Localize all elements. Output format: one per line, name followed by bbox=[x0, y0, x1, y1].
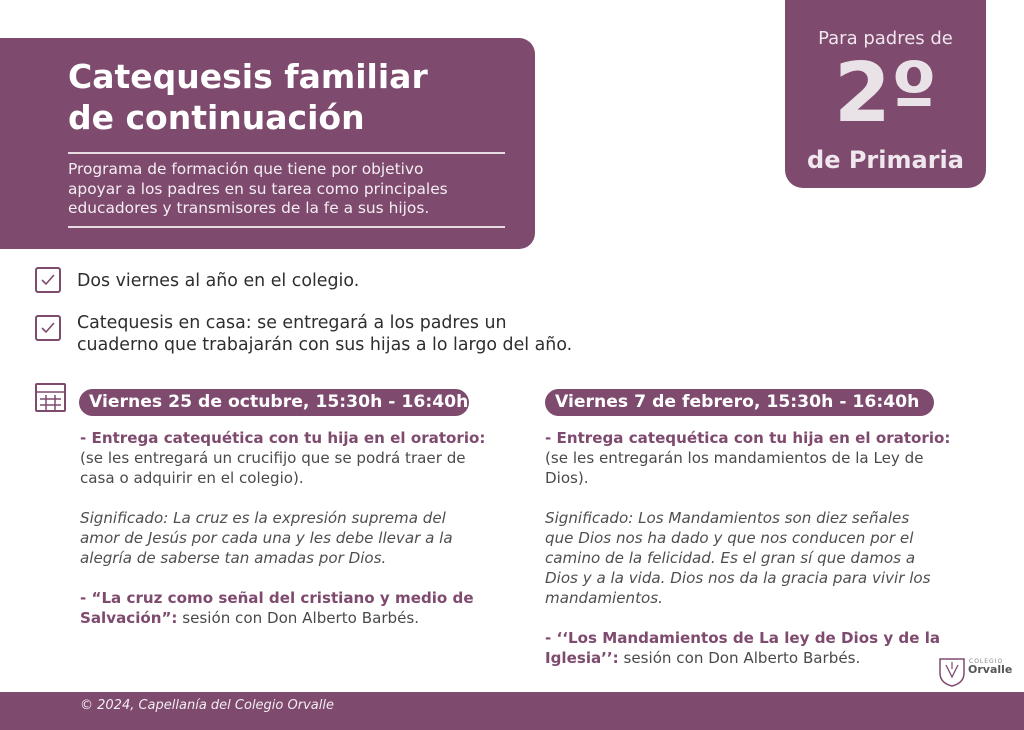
left-column bbox=[80, 428, 500, 628]
subtitle-line: educadores y transmisores de la fe a sus hijos. bbox=[68, 199, 430, 217]
bullet-line: Catequesis en casa: se entregará a los padres un bbox=[77, 313, 507, 333]
sesion-title-end: Salvación”: bbox=[80, 609, 178, 627]
sesion-title: - ‘‘Los Mandamientos de La ley de Dios y de la bbox=[545, 629, 941, 647]
subtitle bbox=[68, 160, 508, 219]
sesion-speaker: sesión con Don Alberto Barbés. bbox=[177, 609, 420, 627]
sesion-speaker: sesión con Don Alberto Barbés. bbox=[618, 649, 861, 667]
divider bbox=[68, 226, 505, 228]
right-column bbox=[545, 428, 965, 668]
grade-label: Para padres de bbox=[818, 28, 953, 49]
entrega-line: (se les entregará un crucifijo que se podrá traer de bbox=[80, 449, 466, 467]
sesion-line bbox=[80, 608, 500, 628]
significado-line: camino de la felicidad. Es el gran sí que damos a bbox=[545, 549, 916, 567]
entrega-line: casa o adquirir en el colegio). bbox=[80, 469, 304, 487]
grade-level: de Primaria bbox=[807, 146, 964, 174]
calendar-icon bbox=[35, 383, 66, 412]
checkbox-icon bbox=[35, 267, 61, 293]
page-title bbox=[68, 56, 428, 138]
checkbox-icon bbox=[35, 315, 61, 341]
sesion-title-end: Iglesia’’: bbox=[545, 649, 619, 667]
significado-line: Dios y a la vida. Dios nos da la gracia para vivir los bbox=[545, 569, 931, 587]
title-line-2: de continuación bbox=[68, 98, 365, 137]
footer-copyright: © 2024, Capellanía del Colegio Orvalle bbox=[80, 698, 334, 713]
logo-name: Orvalle bbox=[968, 663, 1013, 676]
significado-line: Significado: Los Mandamientos son diez señales bbox=[545, 509, 910, 527]
entrega-title: - Entrega catequética con tu hija en el oratorio: bbox=[545, 429, 951, 447]
grade-badge bbox=[785, 0, 986, 188]
entrega-line: (se les entregarán los mandamientos de la Ley de bbox=[545, 449, 924, 467]
sesion-title: - “La cruz como señal del cristiano y medio de bbox=[80, 589, 474, 607]
date-pill-right: Viernes 7 de febrero, 15:30h - 16:40h bbox=[545, 389, 934, 416]
significado-line: alegría de saberse tan amadas por Dios. bbox=[80, 549, 387, 567]
entrega-line: Dios). bbox=[545, 469, 589, 487]
grade-number: 2º bbox=[833, 46, 938, 141]
significado-line: mandamientos. bbox=[545, 589, 663, 607]
subtitle-line: apoyar a los padres en su tarea como principales bbox=[68, 179, 448, 198]
bullet-line: cuaderno que trabajarán con sus hijas a lo largo del año. bbox=[77, 335, 573, 355]
date-pill-left: Viernes 25 de octubre, 15:30h - 16:40h bbox=[79, 389, 469, 416]
significado-line: que Dios nos ha dado y que nos conducen por el bbox=[545, 529, 914, 547]
divider bbox=[68, 152, 505, 154]
significado-line: amor de Jesús por cada una y les debe llevar a la bbox=[80, 529, 453, 547]
logo-label: COLEGIO bbox=[969, 658, 1004, 665]
bullet-text: Dos viernes al año en el colegio. bbox=[77, 271, 360, 291]
sesion-line bbox=[545, 648, 965, 668]
subtitle-line: Programa de formación que tiene por objetivo bbox=[68, 160, 424, 178]
title-line-1: Catequesis familiar bbox=[68, 57, 428, 96]
bullet-text bbox=[77, 312, 572, 356]
significado-line: Significado: La cruz es la expresión suprema del bbox=[80, 509, 446, 527]
entrega-title: - Entrega catequética con tu hija en el oratorio: bbox=[80, 429, 486, 447]
